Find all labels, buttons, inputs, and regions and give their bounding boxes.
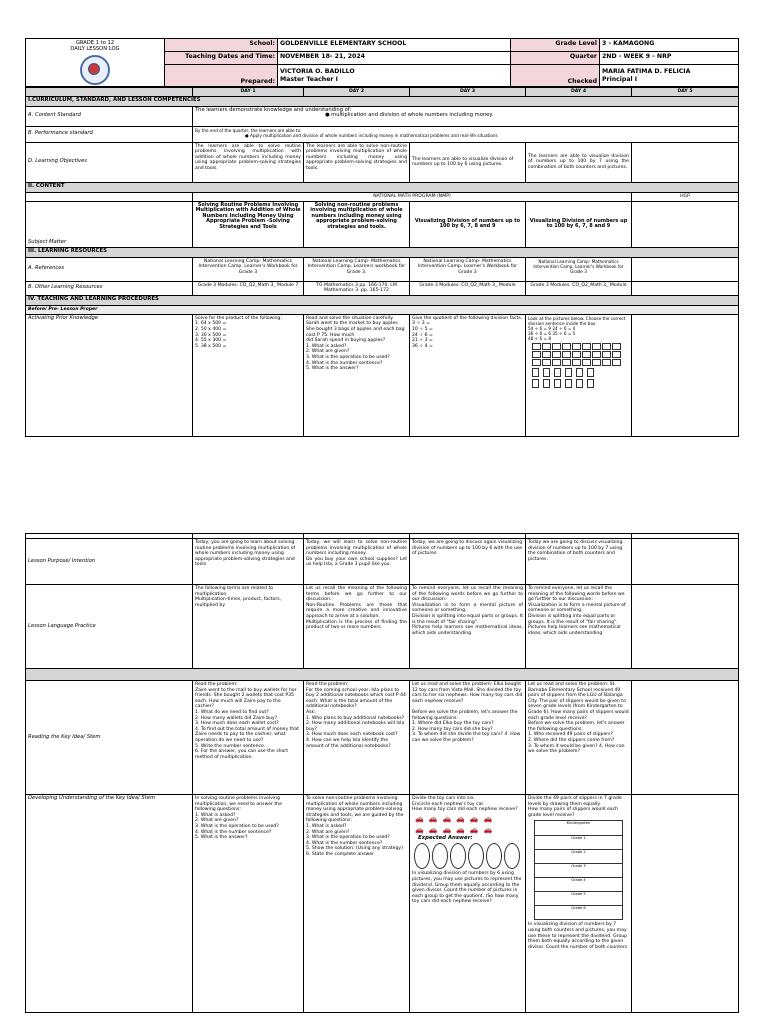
page-2 [25, 533, 738, 1013]
reading-day-2: Read the problem: For the coming school year, Isla plans to buy 2 additional notebooks which cost P 44 each. What is the total amount of the additional notebooks? Ask: 1. Who plans to buy additional notebooks? 2. How many additional notebooks will Isla buy? 3. How much does each notebook cost? 4. How can we help Isla identify the amount of the additional notebooks? [304, 681, 410, 795]
objective-day-4: The learners are able to visualize division of numbers up to 100 by 7 using the combination of both counters and pictures. [526, 142, 632, 182]
purpose-day-2: Today, we will learn to solve non-routine problems involving multiplication of whole numbers including money. Do you buy your own school supplies? Let us help Isla, a Grade 3 pupil like you. [304, 539, 410, 585]
content-standard-line-1: The learners demonstrate knowledge and understanding of: [195, 106, 352, 113]
checked-label: Checked [511, 65, 600, 87]
other-resource-day-1: Grade 3 Modules. CO_Q2_Math 3_ Module 7 [193, 281, 304, 295]
expected-answer-label: Expected Answer: [418, 834, 473, 841]
performance-line-1: By the end of the quarter, the learners are able to: [195, 127, 302, 133]
reading-day-1: Read the problem: Zaire went to the mall to buy wallets for her friends. She bought 2 wallets that cost P35 each. How much will Zaire pay to the cashier? 1. What do we need to find out? 2. How many wallets did Zaire buy? 3. How much does each wallet cost? 4. To find out the total amount of money that Zaire needs to pay to the cashier, what operation do we need to use? 5. Write the number sentence. 6. For the answer, you can use the short method of multiplication. [193, 681, 304, 795]
deped-logo-cell [26, 39, 165, 87]
grade-row-3: Grade 3 [535, 864, 622, 878]
purpose-day-3: Today, we are going to discuss again visualizing division of numbers up to 100 by 6 with the use of pictures. [410, 539, 526, 585]
grade-row-5: Grade 5 [535, 892, 622, 906]
activating-day-3: Give the quotient of the following division facts. 3 ÷ 3 = 10 ÷ 5 = 24 ÷ 6 = 21 ÷ 3 = 36 ÷ 4 = [410, 314, 526, 436]
school-value: GOLDENVILLE ELEMENTARY SCHOOL [278, 39, 511, 52]
label-performance-standard: B. Performance standard [26, 126, 193, 142]
day-2-heading: DAY 2 [304, 88, 410, 97]
developing-day-4: Divide the 49 pairs of slippers in 7 grade levels by drawing them equally. How many pairs of slippers would each grade level receive? [528, 796, 622, 818]
label-language: Lesson Language Practice [26, 585, 193, 669]
grade-value: 3 - KAMAGONG [600, 39, 739, 52]
language-day-2: Let us recall the meaning of the following terms before we go further to our discussion. Non-Routine Problems are those that require a more creative and innovative approach to arrive at a solution. Multiplication is the process of finding the product of two or more numbers. [304, 585, 410, 669]
grade-row-1: Grade 1 [535, 836, 622, 850]
hgp-label: HGP [632, 192, 739, 201]
objective-day-2: The learners are able to solve non-routine problems involving multiplication of whole numbers including money using appropriate problem-solving strategies and tools. [304, 142, 410, 182]
prepared-title: Master Teacher I [280, 75, 338, 83]
day-1-heading: DAY 1 [193, 88, 304, 97]
bars-picture [532, 368, 629, 377]
activating-day-2: Read and solve the situation carefully. Sarah went to the market to buy apples. She bought 3 bags of apples and each bag cost P 75. How much did Sarah spend in buying apples? 1. What is asked? 2. What are given? 3. What is the operation to be used? 4. What is the number sentence? 5. What is the answer? [304, 314, 410, 436]
doc-title-2: DAILY LESSON LOG [70, 46, 120, 52]
other-resource-day-4: Grade 3 Modules. CO_Q2_Math 3_ Module [526, 281, 632, 295]
developing-day-4-after: In visualizing division of numbers by 7 using both counters and pictures, you may use these to represent the dividend. Group them both equally according to the given divisor. Count the number of both counters [528, 922, 628, 950]
reference-day-3: National Learning Camp- Mathematics Intervention Camp. Learner's Workbook for Grade 3 [410, 257, 526, 281]
section-curriculum: I.CURRICULUM, STANDARD, AND LESSON COMPETENCIES [26, 96, 739, 106]
performance-standard-cell [193, 126, 739, 142]
dates-value: NOVEMBER 18- 21, 2024 [278, 52, 511, 65]
language-day-3: To remind everyone, let us recall the meaning of the following words before we go further to our discussion: Visualization is to form a mental picture of someone or something. Division is splitting into equal parts or groups. It is the result of "fair sharing". Pictures help learners see mathematical ideas, which aids understanding [410, 585, 526, 669]
prepared-label: Prepared: [165, 65, 278, 87]
header-table [25, 38, 739, 87]
nmp-label: NATIONAL MATH PROGRAM (NMP) [193, 192, 632, 201]
activating-day-4-cell [526, 314, 632, 436]
grade-row-2: Grade 2 [535, 850, 622, 864]
section-content: II. CONTENT [26, 182, 739, 192]
other-resource-day-2: TG Mathematics 3 pp. 166-170. LM Mathematics 3. pp. 165-172 [304, 281, 410, 295]
toy-cars-picture: 🚗 🚗 🚗 🚗 🚗 🚗 🚗 🚗 🚗 🚗 🚗 🚗 [415, 814, 493, 834]
quarter-value: 2ND - WEEK 9 - NRP [600, 52, 739, 65]
section-procedures: IV. TEACHING AND LEARNING PROCEDURES [26, 295, 739, 305]
grade-row-6: Grade 6 [571, 906, 586, 911]
subject-day-1: Solving Routine Problems Involving Multiplication with Addition of Whole Numbers Including Money Using Appropriate Problem -Solving Strategies and Tools [193, 201, 304, 247]
subject-day-4: Visualizing Division of numbers up to 100 by 6, 7, 8 and 9 [526, 201, 632, 247]
grade-label: Grade Level [511, 39, 600, 52]
bars-picture-2 [532, 379, 629, 388]
prepared-name: VICTORIA O. BADILLO [280, 68, 355, 76]
reading-day-4: Let us read and solve the problem: St. Barnabe Elementary School received 49 pairs of slippers from the LGU of Balanga City. The pair of slippers would be given to seven grade levels (from Kindergarten to Grade 6). How many pairs of slippers would each grade level receive? Before we solve the problem, let's answer the following questions: 1. Who received 49 pairs of slippers? 2. Where did the slippers come from? 3. To whom it would be given? 4. How can we solve the problem? [526, 681, 632, 795]
doc-title-1: GRADE 1 to 12 [75, 40, 115, 46]
checked-name: MARIA FATIMA D. FELICIA [602, 68, 691, 76]
language-day-4: To remind everyone, let us recall the meaning of the following words before we go further to our discussion: Visualization is to form a mental picture of someone or something. Division is splitting into equal parts or groups. It is the result of "fair sharing". Pictures help learners see mathematical ideas, which aids understanding [526, 585, 632, 669]
label-reading: Reading the Key Idea/ Stem [26, 681, 193, 795]
purpose-day-4: Today we are going to discuss visualizing division of numbers up to 100 by 7 using the combination of both counters and pictures. [526, 539, 632, 585]
page-1 [25, 38, 738, 437]
objective-day-1: The learners are able to solve routine problems involving multiplication with addition of whole numbers including money using appropriate problem-solving strategies and tools. [193, 142, 304, 182]
label-developing: Developing Understanding of the Key Idea/ Stem [26, 795, 193, 1013]
developing-day-3-after: In visualizing division of numbers by 6 using pictures, you may use pictures to represent the dividend. Group them equally according to the given divisor. Count the number of pictures in each group to get the quotient. (So how many toy cars did each nephew receive? [412, 871, 522, 905]
label-references: A. References [26, 257, 193, 281]
lesson-table-2 [25, 533, 739, 1013]
activating-day-1: Solve for the product of the following: 1. 64 x 500 = 2. 50 x 400 = 3. 30 x 500 = 4. 55 x 300 = 5. 38 x 500 = [193, 314, 304, 436]
grade-row-k: Kindergarten [535, 821, 622, 835]
day-4-heading: DAY 4 [526, 88, 632, 97]
purpose-day-1: Today, you are going to learn about solving routine problems involving multiplication of whole numbers including money using appropriate problem-solving strategies and tools [193, 539, 304, 585]
subject-day-3: Visualizing Division of numbers up to 100 by 6, 7, 8 and 9 [410, 201, 526, 247]
before-lesson-heading: Before/ Pre- Lesson Proper [26, 305, 739, 314]
deped-seal-icon [80, 55, 110, 85]
day-3-heading: DAY 3 [410, 88, 526, 97]
performance-line-2: ● Apply multiplication and division of whole numbers including money in mathematical problems and real-life situations [245, 132, 498, 138]
developing-day-4-cell [526, 795, 632, 1013]
label-other-resources: B. Other Learning Resources [26, 281, 193, 295]
developing-day-3: Divide the toy cars into six. Encircle each nephew's toy car. How many toy cars did each nephew receive? [412, 796, 518, 813]
day-5-heading: DAY 5 [632, 88, 739, 97]
label-purpose: Lesson Purpose/ Intention [26, 539, 193, 585]
grade-level-chart [534, 820, 623, 920]
reading-day-3: Let us read and solve the problem: Elka bought 12 toy cars from Vista Mall. She divided the toy cars to her six nephews. How many toy cars did each nephew receive? Before we solve the problem, let's answer the following questions: 1. Where did Elka buy the toy cars? 2. How many toy cars did she buy? 3. To whom did she divide the toy cars? 4. How can we solve the problem? [410, 681, 526, 795]
activating-day-4: Look at the pictures below. Choose the correct division sentence inside the box. 54 ÷ 6 = 9 24 ÷ 6 = 4 36 ÷ 6 = 6 35 ÷ 6 = 5 48 ÷ 6 = 8 [528, 315, 626, 341]
prepared-cell [278, 65, 511, 87]
reference-day-4: National Learning Camp- Mathematics Intervention Camp. Learner's Workbook for Grade 3 [526, 257, 632, 281]
section-resources: III. LEARNING RESOURCES [26, 247, 739, 257]
grouped-cars-picture [414, 843, 523, 869]
subject-day-2: Solving non-routine problems involving multiplication of whole numbers including money using appropriate problem-solving strategies and tools. [304, 201, 410, 247]
array-picture [532, 343, 629, 366]
label-activating: Activating Prior Knowledge [26, 314, 193, 436]
content-standard-cell [193, 106, 739, 126]
developing-day-1: In solving routine problems involving multiplication, we need to answer the following questions: 1. What is asked? 2. What are given? 3. What is the operation to be used? 4. What is the number sentence? 5. What is the answer? [193, 795, 304, 1013]
dates-label: Teaching Dates and Time: [165, 52, 278, 65]
reference-day-2: National Learning Camp- Mathematics Intervention Camp. Learners workbook for Grade 3. [304, 257, 410, 281]
label-subject-matter: Subject Matter [26, 201, 193, 247]
lesson-table-1 [25, 87, 739, 437]
content-standard-line-2: ● multiplication and division of whole numbers including money. [325, 112, 494, 119]
grade-row-4: Grade 4 [535, 878, 622, 892]
objective-day-3: The learners are able to visualize division of numbers up to 100 by 6 using pictures. [410, 142, 526, 182]
other-resource-day-3: Grade 3 Modules. CO_Q2_Math 3_ Module [410, 281, 526, 295]
checked-cell [600, 65, 739, 87]
developing-day-3-cell [410, 795, 526, 1013]
checked-title: Principal I [602, 75, 638, 83]
quarter-label: Quarter [511, 52, 600, 65]
label-learning-objectives: D. Learning Objectives [26, 142, 193, 182]
developing-day-2: To solve non-routine problems involving multiplication of whole numbers including money using appropriate problem-solving strategies and tools, we are guided by the following questions: 1. What is asked? 2. What are given? 3. What is the operation to be used? 4. What is the number sentence? 5. Show the solution: (Using any strategy) 6. State the complete answer [304, 795, 410, 1013]
language-day-1: The following terms are related to multiplication. Multiplication-times, product, factors, multiplied by [193, 585, 304, 669]
label-content-standard: A. Content Standard [26, 106, 193, 126]
school-label: School: [165, 39, 278, 52]
reference-day-1: National Learning Camp- Mathematics Intervention Camp. Learner's Workbook for Grade 3 [193, 257, 304, 281]
